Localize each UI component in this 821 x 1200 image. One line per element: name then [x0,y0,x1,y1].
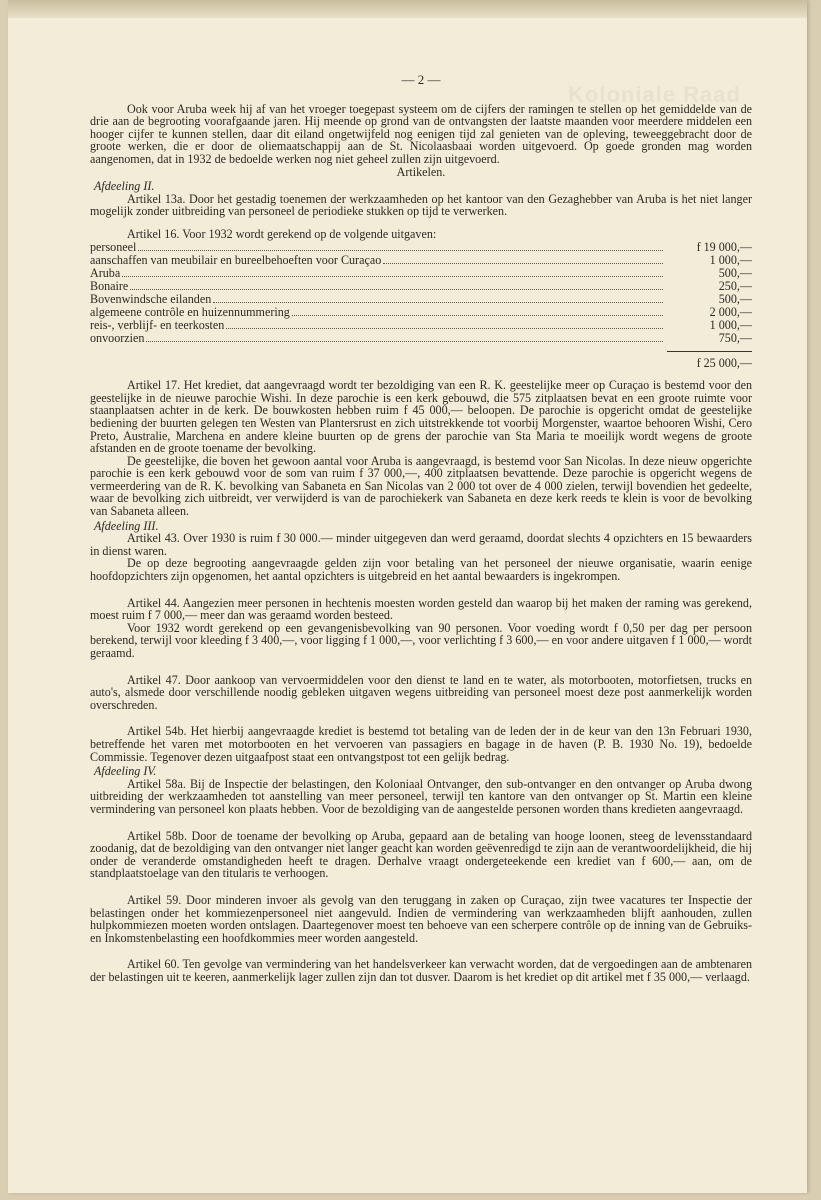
budget-row: reis-, verblijf- en teerkosten 1 000,— [90,317,752,332]
section-afdeeling-2: Afdeeling II. [94,179,155,194]
budget-row: algemeene contrôle en huizennummering 2 000,— [90,304,752,319]
budget-total: f 25 000,— [90,351,752,370]
watermark: Koloniale Raad [568,82,741,107]
budget-row: personeel f 19 000,— [90,239,752,254]
paragraph-art47: Artikel 47. Door aankoop van vervoermiddelen voor den dienst te land en te water, als motorbooten, motorfietsen, trucks en auto's, alsmede door verschillende noodig gebleken uitgaven wegens uitbreiding van personeel moest deze post aanmerkelijk worden overschreden. [90,672,752,712]
intro-paragraph: Ook voor Aruba week hij af van het vroeger toegepast systeem om de cijfers der ramingen te stellen op het gemiddelde van de drie aan de begrooting voorafgaande jaren. Hij meende op grond van de ontvangsten der laatste maanden voor meerdere middelen een hooger cijfer te kunnen stellen, daar dit eiland ongetwijfeld nog eenigen tijd zal genieten van de opleving, teweeggebracht door de groote werken, die er door de oliemaatschappij aan de St. Nicolaasbaai worden uitgevoerd. Op goede gronden mag worden aangenomen, dat in 1932 de bedoelde werken nog niet geheel zullen zijn uitgevoerd. [90,101,752,166]
paragraph-art58b: Artikel 58b. Door de toename der bevolking op Aruba, gepaard aan de betaling van hooge loonen, steeg de levensstandaard zoodanig, dat de bezoldiging van den ontvanger niet langer geacht kan worden geëvenredigd te zijn aan de verantwoordelijkheid, die hij onder de veranderde omstandigheden heeft te dragen. Derhalve vraagt ondergeteekende een krediet van f 600,— aan, om de standplaatstoelage van den titularis te verhoogen. [90,828,752,881]
paragraph-art43b: De op deze begrooting aangevraagde gelden zijn voor betaling van het personeel der nieuwe organisatie, waarin eenige hoofdopzichters zijn opgenomen, het aantal opzichters is uitgebreid en het aantal bewaarders is ingekrompen. [90,556,752,584]
paragraph-art44a: Artikel 44. Aangezien meer personen in hechtenis moesten worden gesteld dan waarop bij het maken der raming was gerekend, moest ruim f 7 000,— meer dan was geraamd worden besteed. [90,595,752,623]
paragraph-art17a: Artikel 17. Het krediet, dat aangevraagd wordt ter bezoldiging van een R. K. geestelijke meer op Curaçao is bestemd voor den geestelijke in de nieuwe parochie Wishi. In deze parochie is een kerk gebouwd, die 575 zitplaatsen bevat en een groote ruimte voor staanplaatsen achter in de kerk. De bouwkosten hebben ruim f 45 000,— beloopen. De parochie is opgericht omdat de geestelijke bediening der buurten gelegen ten Westen van Plantersrust en zich uitstrekkende tot voorbij Morgenster, waartoe behooren Wishi, Cero Preto, Australie, Marchena en andere kleine buurten op de grens der parochie van Sta Maria te moeilijk wordt wegens de groote afstanden en de groote toename der bevolking. [90,378,752,456]
document-body [90,74,752,983]
section-afdeeling-4: Afdeeling IV. [94,764,157,779]
budget-row: Bovenwindsche eilanden 500,— [90,291,752,306]
paragraph-art54b: Artikel 54b. Het hierbij aangevraagde krediet is bestemd tot betaling van de leden der in de keur van den 13n Februari 1930, betreffende het varen met motorbooten en het vervoeren van passagiers en bagage in de haven (P. B. 1930 No. 19), bedoelde Commissie. Tegenover dezen uitgaafpost staat een ontvangstpost tot een gelijk bedrag. [90,724,752,764]
paragraph-art13a: Artikel 13a. Door het gestadig toenemen der werkzaamheden op het kantoor van den Gezaghebber van Aruba is het niet langer mogelijk zonder uitbreiding van personeel de periodieke stukken op tijd te verwerken. [90,191,752,219]
paragraph-art17b: De geestelijke, die boven het gewoon aantal voor Aruba is aangevraagd, is bestemd voor San Nicolas. In deze nieuw opgerichte parochie is een kerk gebouwd voor de som van ruim f 37 000,—, 400 zitplaatsen bevattende. Deze parochie is opgericht wegens de vermeerdering van de R. K. bevolking van Sabaneta en San Nicolas van 2 000 tot over de 4 000 zielen, terwijl bovendien het gedeelte, waar de bevolking zich uitbreidt, ver verwijderd is van de parochiekerk van Sabaneta en deze kerk reeds te klein is voor de bevolking van Sabaneta alleen. [90,453,752,519]
paragraph-art44b: Voor 1932 wordt gerekend op een gevangenisbevolking van 90 personen. Voor voeding wordt f 0,50 per dag per persoon berekend, terwijl voor kleeding f 3 400,—, voor ligging f 1 000,—, voor verlichting f 3 600,— en voor andere uitgaven f 1 000,— wordt geraamd. [90,620,752,660]
budget-row: aanschaffen van meubilair en bureelbehoeften voor Curaçao 1 000,— [90,252,752,267]
budget-row: Bonaire 250,— [90,278,752,293]
section-afdeeling-3: Afdeeling III. [94,518,159,533]
paragraph-art60: Artikel 60. Ten gevolge van vermindering van het handelsverkeer kan verwacht worden, dat de vergoedingen aan de ambtenaren der belastingen uit te keeren, aanmerkelijk lager zullen zijn dan tot dusver. Daarom is het krediet op dit artikel met f 35 000,— verlaagd. [90,957,752,984]
document-page [8,0,807,1193]
budget-table [90,241,752,370]
paragraph-art59: Artikel 59. Door minderen invoer als gevolg van den teruggang in zaken op Curaçao, zijn twee vacatures ter Inspectie der belastingen onder het kommiezenpersoneel niet aangevuld. Indien de vermindering van werkzaamheden blijft aanhouden, zullen hulpkommiezen moeten worden ontslagen. Daartegenover moest ten behoeve van een scherpere contrôle op de inning van de Gebruiks- en Inkomstenbelasting een hoofdkommies meer worden aangesteld. [90,892,752,945]
paragraph-art16: Artikel 16. Voor 1932 wordt gerekend op de volgende uitgaven: [127,226,437,241]
page-number: — 2 — [401,72,441,87]
scan-top-edge [8,0,807,18]
paragraph-art43a: Artikel 43. Over 1930 is ruim f 30 000.— minder uitgegeven dan werd geraamd, doordat slechts 4 opzichters en 15 bewaarders in dienst waren. [90,531,752,558]
artikelen-heading: Artikelen. [396,164,446,179]
budget-row: onvoorzien 750,— [90,330,752,345]
paragraph-art58a: Artikel 58a. Bij de Inspectie der belastingen, den Koloniaal Ontvanger, den sub-ontvanger en den ontvanger op Aruba dwong uitbreiding der werkzaamheden tot aanstelling van meer personeel, terwijl ten kantore van den ontvanger op St. Martin een kleine vermindering van personeel kon plaats hebben. Voor de bezoldiging van de aangestelde personen worden thans kredieten aangevraagd. [90,776,752,816]
budget-row: Aruba 500,— [90,265,752,280]
